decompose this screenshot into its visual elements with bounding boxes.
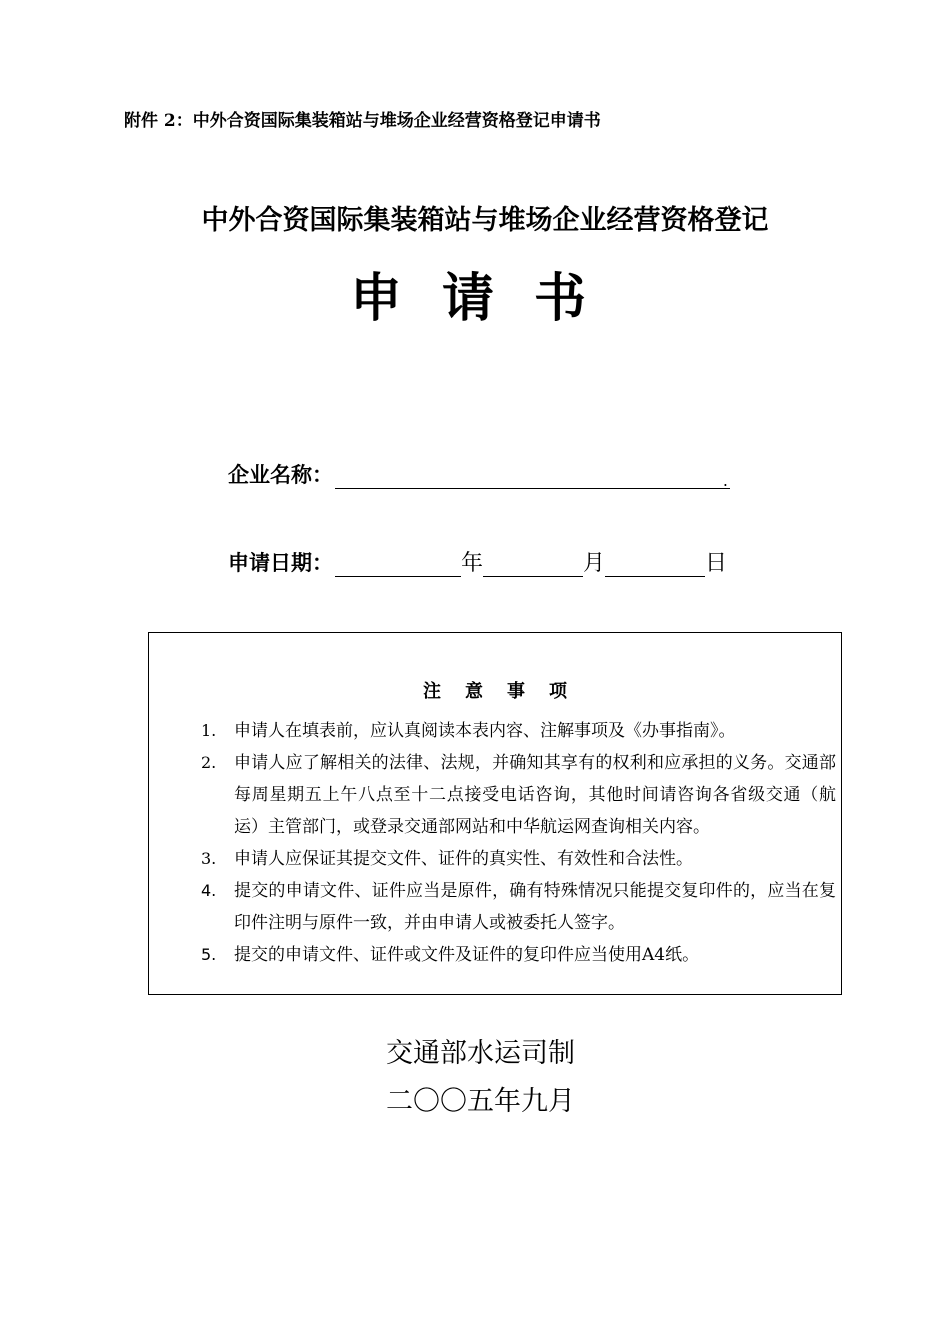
notice-item bbox=[201, 875, 841, 939]
year-field[interactable] bbox=[335, 554, 461, 577]
company-name-row bbox=[228, 459, 730, 489]
notice-item bbox=[201, 939, 841, 971]
notice-item bbox=[201, 747, 841, 843]
notice-list bbox=[201, 715, 841, 971]
application-date-label: 申请日期： bbox=[228, 551, 333, 575]
notice-item-number: 3. bbox=[201, 849, 217, 868]
day-unit: 日 bbox=[705, 551, 728, 576]
day-field[interactable] bbox=[605, 554, 705, 577]
notice-item bbox=[201, 715, 841, 747]
notice-item-text: 提交的申请文件、证件或文件及证件的复印件应当使用A4纸。 bbox=[234, 945, 700, 965]
attachment-label: 附件 2：中外合资国际集装箱站与堆场企业经营资格登记申请书 bbox=[124, 111, 601, 131]
application-date-row bbox=[228, 546, 727, 577]
document-subtitle: 申请书 bbox=[349, 269, 626, 329]
notice-item-text: 申请人应保证其提交文件、证件的真实性、有效性和合法性。 bbox=[234, 849, 693, 869]
notice-box bbox=[148, 632, 842, 995]
notice-item-text: 申请人应了解相关的法律、法规，并确知其享有的权利和应承担的义务。交通部每周星期五上午八点至十二点接受电话咨询，其他时间请咨询各省级交通（航运）主管部门，或登录交通部网站和中华航运网查询相关内容。 bbox=[234, 753, 836, 837]
company-name-field[interactable] bbox=[335, 466, 730, 489]
notice-item bbox=[201, 843, 841, 875]
issuer-text: 交通部水运司制 bbox=[386, 1038, 575, 1069]
year-unit: 年 bbox=[461, 551, 484, 576]
notice-title: 注意事项 bbox=[423, 681, 591, 702]
document-title: 中外合资国际集装箱站与堆场企业经营资格登记 bbox=[201, 205, 769, 236]
notice-item-text: 申请人在填表前，应认真阅读本表内容、注解事项及《办事指南》。 bbox=[234, 721, 736, 741]
issue-date-text: 二〇〇五年九月 bbox=[386, 1086, 575, 1117]
company-name-trailing-dot: . bbox=[722, 471, 728, 490]
notice-item-number: 2. bbox=[201, 753, 217, 772]
notice-item-text: 提交的申请文件、证件应当是原件，确有特殊情况只能提交复印件的，应当在复印件注明与原件一致，并由申请人或被委托人签字。 bbox=[234, 881, 836, 933]
month-unit: 月 bbox=[583, 551, 606, 576]
notice-item-number: 1. bbox=[201, 721, 217, 740]
notice-item-number: 5. bbox=[201, 945, 217, 964]
month-field[interactable] bbox=[483, 554, 583, 577]
company-name-label: 企业名称： bbox=[228, 463, 333, 487]
notice-item-number: 4. bbox=[201, 881, 217, 900]
